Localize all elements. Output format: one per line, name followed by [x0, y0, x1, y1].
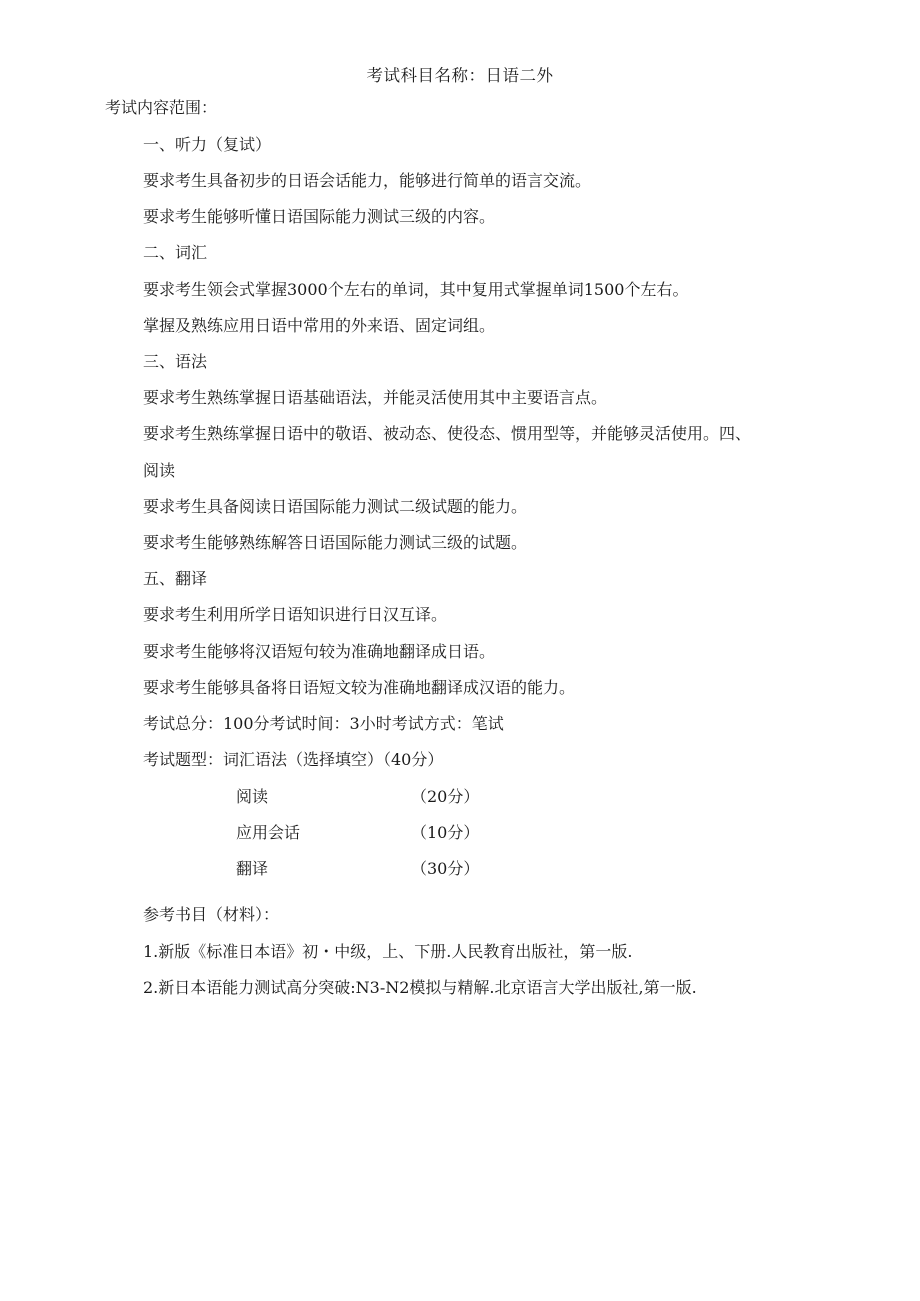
reading-item-2: 要求考生能够熟练解答日语国际能力测试三级的试题。 — [143, 533, 528, 552]
scope-label: 考试内容范围： — [105, 98, 218, 117]
vocabulary-item-1: 要求考生领会式掌握3000个左右的单词，其中复用式掌握单词1500个左右。 — [143, 280, 689, 299]
listening-item-1: 要求考生具备初步的日语会话能力，能够进行简单的语言交流。 — [143, 171, 592, 190]
reference-item-1: 1.新版《标准日本语》初・中级，上、下册.人民教育出版社，第一版. — [143, 942, 633, 961]
references-heading: 参考书目（材料）： — [143, 905, 280, 924]
vocabulary-item-2: 掌握及熟练应用日语中常用的外来语、固定词组。 — [143, 316, 496, 335]
section-heading-reading: 阅读 — [143, 461, 176, 480]
question-types-label: 考试题型：词汇语法（选择填空）（40分） — [143, 750, 444, 769]
reference-item-2: 2.新日本语能力测试高分突破:N3-N2模拟与精解.北京语言大学出版社,第一版. — [143, 978, 697, 997]
question-type-points: （10分） — [411, 823, 480, 842]
section-heading-grammar: 三、语法 — [143, 352, 208, 371]
question-type-name: 翻译 — [236, 859, 269, 878]
grammar-item-1: 要求考生熟练掌握日语基础语法，并能灵活使用其中主要语言点。 — [143, 388, 608, 407]
question-type-name: 应用会话 — [236, 823, 301, 842]
question-type-points: （20分） — [411, 787, 480, 806]
question-type-points: （30分） — [411, 859, 480, 878]
section-heading-listening: 一、听力（复试） — [143, 135, 272, 154]
listening-item-2: 要求考生能够听懂日语国际能力测试三级的内容。 — [143, 207, 496, 226]
translation-item-3: 要求考生能够具备将日语短文较为准确地翻译成汉语的能力。 — [143, 678, 576, 697]
reading-item-1: 要求考生具备阅读日语国际能力测试二级试题的能力。 — [143, 497, 528, 516]
section-heading-translation: 五、翻译 — [143, 569, 208, 588]
section-heading-vocabulary: 二、词汇 — [143, 243, 208, 262]
page-title: 考试科目名称：日语二外 — [366, 66, 554, 85]
grammar-item-2: 要求考生熟练掌握日语中的敬语、被动态、使役态、惯用型等，并能够灵活使用。四、 — [143, 424, 752, 443]
translation-item-2: 要求考生能够将汉语短句较为准确地翻译成日语。 — [143, 642, 496, 661]
question-type-name: 阅读 — [236, 787, 269, 806]
translation-item-1: 要求考生利用所学日语知识进行日汉互译。 — [143, 605, 448, 624]
exam-info: 考试总分：100分考试时间：3小时考试方式：笔试 — [143, 714, 504, 733]
